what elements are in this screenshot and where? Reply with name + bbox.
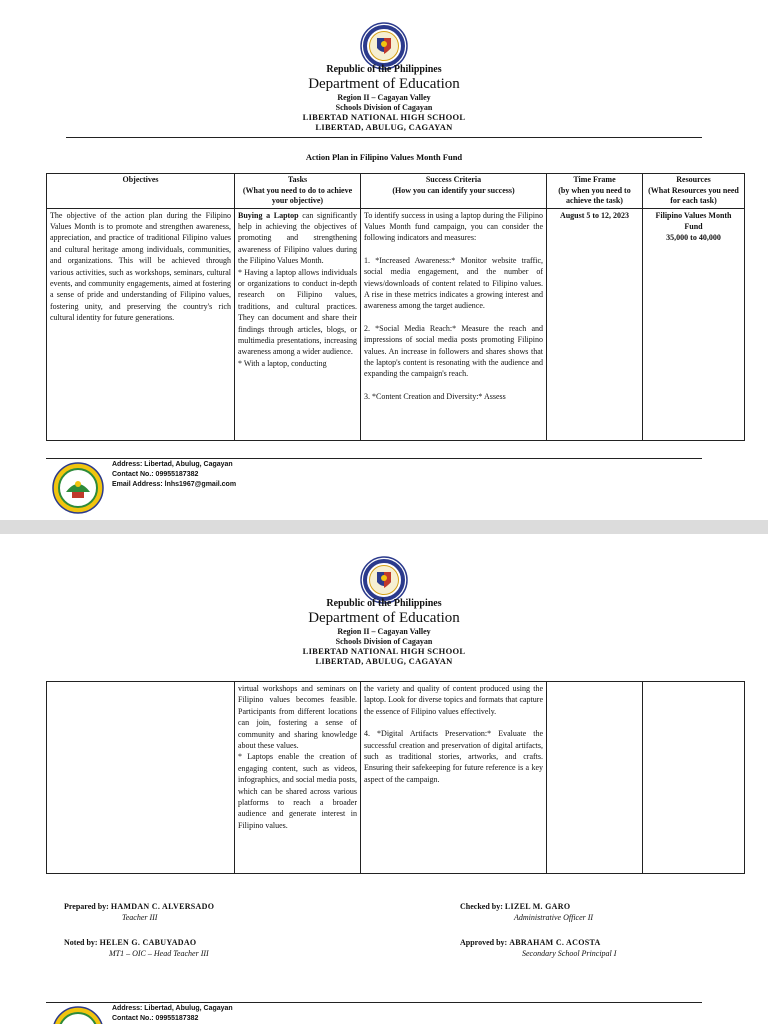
resources-name: Filipino Values Month Fund bbox=[655, 210, 732, 231]
approved-position: Secondary School Principal I bbox=[522, 949, 617, 958]
footer-contact-number: Contact No.: 09955187382 bbox=[112, 471, 199, 478]
republic-line: Republic of the Philippines bbox=[326, 598, 442, 609]
letterhead bbox=[0, 64, 768, 132]
signature-prepared: Prepared by: HAMDAN C. ALVERSADO Teacher III bbox=[64, 902, 215, 922]
footer-divider bbox=[46, 458, 702, 459]
criteria-cell bbox=[361, 682, 547, 874]
table-header-row bbox=[47, 174, 745, 209]
prepared-name: HAMDAN C. ALVERSADO bbox=[110, 902, 215, 911]
tasks-paragraph-4: * Laptops enable the creation of engaging content, such as videos, infographics, and social media posts, which can be shared across various platforms to reach a broader audience and generate interest in Filipino values. bbox=[238, 752, 357, 830]
school-logo-icon bbox=[52, 1006, 104, 1024]
signature-approved: Approved by: ABRAHAM C. ACOSTA Secondary School Principal I bbox=[460, 938, 617, 958]
school-location: LIBERTAD, ABULUG, CAGAYAN bbox=[315, 656, 453, 666]
criteria-item-2: 2. *Social Media Reach:* Measure the reach and impressions of social media posts promoting Filipino values. An increase in followers and shares shows that the laptop's content is resonating with the audience and expanding the campaign's reach. bbox=[364, 323, 543, 379]
resources-cell bbox=[643, 208, 745, 440]
col-header-objectives: Objectives bbox=[47, 174, 235, 209]
checked-position: Administrative Officer II bbox=[514, 913, 594, 922]
noted-position: MT1 – OIC – Head Teacher III bbox=[109, 949, 209, 958]
school-name: LIBERTAD NATIONAL HIGH SCHOOL bbox=[302, 646, 466, 656]
tasks-paragraph-2: * Having a laptop allows individuals or organizations to conduct in-depth research on Filipino values, traditions, and cultural practices. They can document and share their findings through articles, blogs, or multimedia presentations, increasing awareness among a wider audience. bbox=[238, 267, 357, 357]
footer-contact-number: Contact No.: 09955187382 bbox=[112, 1015, 199, 1022]
division-line: Schools Division of Cagayan bbox=[335, 636, 433, 646]
tasks-paragraph-1: can significantly help in achieving the objectives of promoting and strengthening awareness of Filipino values during the Filipino Values Month. bbox=[238, 210, 357, 266]
letterhead bbox=[0, 598, 768, 666]
tasks-lead: Buying a Laptop bbox=[238, 210, 299, 220]
criteria-item-1: 1. *Increased Awareness:* Monitor website traffic, social media engagement, and the number of views/downloads of content related to Filipino values. A rise in these metrics indicates a growing interest and awareness among the target audience. bbox=[364, 255, 543, 311]
criteria-item-3: 3. *Content Creation and Diversity:* Assess bbox=[364, 391, 506, 401]
objective-cell bbox=[47, 682, 235, 874]
approved-name: ABRAHAM C. ACOSTA bbox=[509, 938, 601, 947]
table-row bbox=[47, 682, 745, 874]
footer-address: Address: Libertad, Abulug, Cagayan bbox=[112, 461, 233, 468]
footer-email: Email Address: lnhs1967@gmail.com bbox=[112, 481, 237, 488]
tasks-paragraph-3: * With a laptop, conducting bbox=[238, 358, 327, 368]
col-header-time-frame: Time Frame (by when you need to achieve the task) bbox=[547, 174, 643, 209]
criteria-cell bbox=[361, 208, 547, 440]
school-name: LIBERTAD NATIONAL HIGH SCHOOL bbox=[302, 112, 466, 122]
tasks-cell bbox=[235, 682, 361, 874]
action-plan-table bbox=[46, 173, 745, 441]
footer-address: Address: Libertad, Abulug, Cagayan bbox=[112, 1005, 233, 1012]
criteria-intro: To identify success in using a laptop during the Filipino Values Month fund campaign, you can consider the following indicators and measures: bbox=[364, 210, 543, 243]
header-divider bbox=[66, 137, 702, 138]
tasks-cell bbox=[235, 208, 361, 440]
footer-divider bbox=[46, 1002, 702, 1003]
footer-contact bbox=[112, 460, 236, 490]
table-row bbox=[47, 208, 745, 440]
resources-cell bbox=[643, 682, 745, 874]
col-header-success-criteria: Success Criteria (How you can identify your success) bbox=[361, 174, 547, 209]
republic-line: Republic of the Philippines bbox=[326, 64, 442, 75]
tasks-continued: virtual workshops and seminars on Filipino values becomes feasible. Participants from different locations can join, fostering a sense of community and sharing knowledge about these values. bbox=[238, 684, 357, 751]
action-plan-table-continued bbox=[46, 681, 745, 874]
time-frame-cell bbox=[547, 682, 643, 874]
school-location: LIBERTAD, ABULUG, CAGAYAN bbox=[315, 122, 453, 132]
criteria-continued: the variety and quality of content produced using the laptop. Look for diverse topics and formats that capture the essence of Filipino values effectively. bbox=[364, 684, 543, 716]
noted-name: HELEN G. CABUYADAO bbox=[99, 938, 197, 947]
region-line: Region II – Cagayan Valley bbox=[337, 93, 431, 102]
col-header-tasks: Tasks (What you need to do to achieve your objective) bbox=[235, 174, 361, 209]
checked-name: LIZEL M. GARO bbox=[504, 902, 571, 911]
signature-checked: Checked by: LIZEL M. GARO Administrative Officer II bbox=[460, 902, 594, 922]
department-title: Department of Education bbox=[308, 76, 460, 92]
footer-contact bbox=[112, 1004, 233, 1024]
school-logo-icon bbox=[52, 462, 104, 514]
resources-amount: 35,000 to 40,000 bbox=[666, 233, 721, 243]
signature-noted: Noted by: HELEN G. CABUYADAO MT1 – OIC – Head Teacher III bbox=[64, 938, 209, 958]
col-header-resources: Resources (What Resources you need for each task) bbox=[643, 174, 745, 209]
department-title: Department of Education bbox=[308, 610, 460, 626]
time-frame-cell: August 5 to 12, 2023 bbox=[547, 208, 643, 440]
region-line: Region II – Cagayan Valley bbox=[337, 627, 431, 636]
document-title: Action Plan in Filipino Values Month Fund bbox=[305, 152, 463, 162]
deped-seal-icon bbox=[360, 556, 408, 604]
deped-seal-icon bbox=[360, 22, 408, 70]
division-line: Schools Division of Cagayan bbox=[335, 102, 433, 112]
criteria-item-4: 4. *Digital Artifacts Preservation:* Evaluate the successful creation and preservation of digital artifacts, such as traditional stories, artworks, and crafts. Ensuring their safekeeping for future reference is a key aspect of the campaign. bbox=[364, 729, 543, 784]
prepared-position: Teacher III bbox=[122, 913, 158, 922]
objective-cell: The objective of the action plan during the Filipino Values Month is to promote and strengthen awareness, appreciation, and practice of traditional Filipino values and cultural heritage among individuals, communities, and organizations. This will be achieved through various activities, such as workshops, seminars, cultural events, and community engagements, aimed at fostering a sense of pride and understanding of Filipino values, fostering unity, and preserving the country's rich cultural identity for future generations. bbox=[47, 208, 235, 440]
document-page-2 bbox=[0, 534, 768, 1024]
